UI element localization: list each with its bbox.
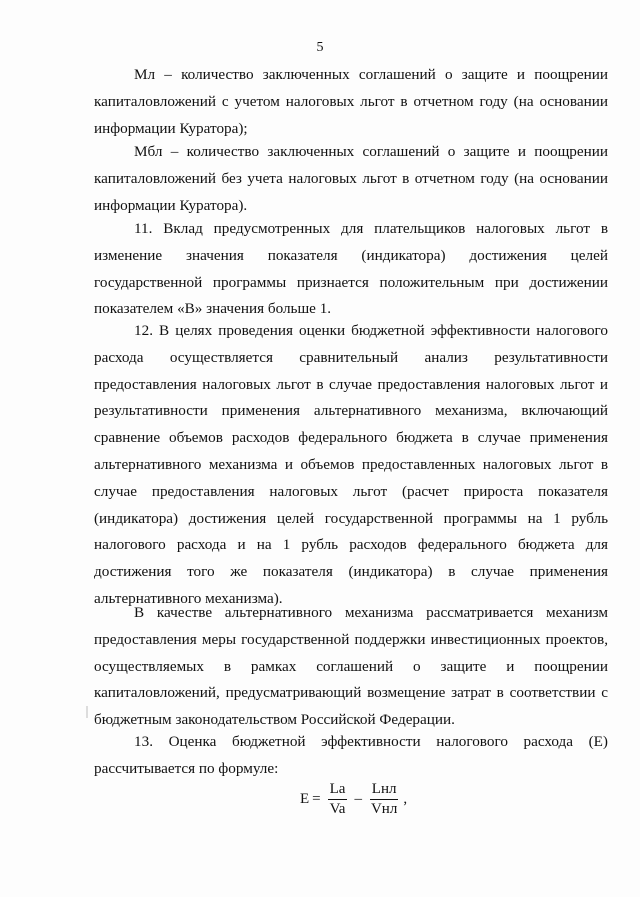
formula-comma: , [403, 791, 408, 807]
scan-mark [86, 706, 88, 718]
formula-lhs: E [300, 791, 310, 807]
paragraph-12: 12. В целях проведения оценки бюджетной эффективности налогового расхода осуществляется сравнительный анализ результативности предоставления налоговых льгот в случае предоставления налоговых льгот и результативности применения альтернативного механизма, включающий сравнение объемов расходов федерального бюджета в случае применения альтернативного механизма и объемов предоставленных налоговых льгот в случае предоставления налоговых льгот (расчет прироста показателя (индикатора) достижения целей государственной программы на 1 рубль налогового расхода и на 1 рубль расходов федерального бюджета для достижения того же показателя (индикатора) в случае применения альтернативного механизма). [94, 322, 608, 607]
paragraph-12-alternative: В качестве альтернативного механизма рассматривается механизм предоставления меры государственной поддержки инвестиционных проектов, осуществляемых в рамках соглашений о защите и поощрении капиталовложений, предусматривающий возмещение затрат в соответствии с бюджетным законодательством Российской Федерации. [94, 604, 608, 729]
formula-minus: – [354, 791, 362, 807]
page-number: 5 [316, 40, 324, 55]
formula-fraction-nl [369, 780, 399, 819]
formula-fraction-a [328, 780, 348, 819]
formula-numerator-a: La [328, 780, 348, 800]
paragraph-13: 13. Оценка бюджетной эффективности налогового расхода (Е) рассчитывается по формуле: [94, 733, 608, 777]
paragraph-m-l: Мл – количество заключенных соглашений о защите и поощрении капиталовложений с учетом налоговых льгот в отчетном году (на основании информации Куратора); [94, 66, 608, 137]
formula-denominator-nl: Vнл [370, 801, 398, 817]
formula-equals: = [312, 791, 321, 807]
formula-denominator-a: Va [329, 801, 346, 817]
formula-numerator-nl: Lнл [370, 780, 399, 800]
paragraph-11: 11. Вклад предусмотренных для плательщиков налоговых льгот в изменение значения показателя (индикатора) достижения целей государственной программы признается положительным при достижении показателем «В» значения больше 1. [94, 220, 608, 318]
formula [300, 780, 407, 819]
paragraph-m-bl: Мбл – количество заключенных соглашений о защите и поощрении капиталовложений без учета налоговых льгот в отчетном году (на основании информации Куратора). [94, 143, 608, 214]
